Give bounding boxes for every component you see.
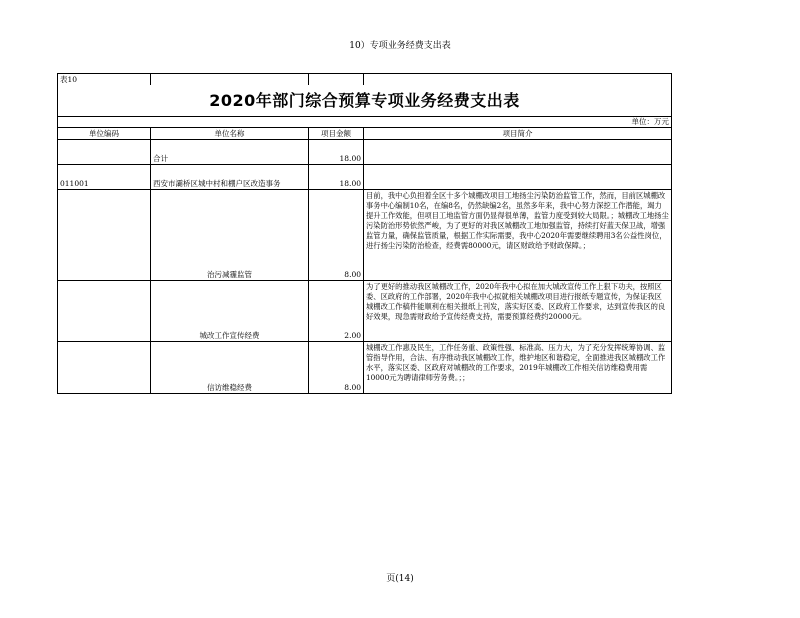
- empty-cell: [364, 178, 672, 190]
- item-amount: 8.00: [309, 342, 364, 394]
- page-footer: 页(14): [386, 574, 414, 584]
- unit-row: [58, 117, 672, 128]
- item-amount: 8.00: [309, 190, 364, 281]
- header-row: [58, 128, 672, 140]
- item-name: 治污减霾监管: [151, 190, 309, 281]
- table-title: 2020年部门综合预算专项业务经费支出表: [58, 85, 672, 117]
- table-row: [58, 281, 672, 342]
- budget-table: [57, 73, 672, 394]
- empty-cell: [364, 153, 672, 165]
- total-amount: 18.00: [309, 153, 364, 165]
- budget-sheet: [57, 73, 671, 394]
- total-row: [58, 153, 672, 165]
- item-description: 城棚改工作惠及民生，工作任务重、政策性强、标准高、压力大，为了充分发挥统筹协调、监管指导作用，合法、有序推动我区城棚改工作，维护地区和谐稳定，全面推进我区城棚改工作水平，落实区委、区政府对城棚改的工作要求，2019年城棚改工作相关信访维稳费用需10000元为聘请律师劳务费。；；: [364, 342, 672, 394]
- empty-cell: [151, 165, 309, 179]
- empty-cell: [364, 74, 672, 86]
- empty-cell: [58, 140, 151, 154]
- empty-cell: [309, 165, 364, 179]
- empty-cell: [364, 140, 672, 154]
- col-header-amount: 项目金额: [309, 128, 364, 140]
- spacer-row: [58, 140, 672, 154]
- empty-cell: [58, 165, 151, 179]
- col-header-name: 单位名称: [151, 128, 309, 140]
- department-row: [58, 178, 672, 190]
- col-header-desc: 项目简介: [364, 128, 672, 140]
- empty-cell: [151, 140, 309, 154]
- department-name: 西安市灞桥区城中村和棚户区改造事务: [151, 178, 309, 190]
- empty-cell: [58, 190, 151, 281]
- item-name: 城改工作宣传经费: [151, 281, 309, 342]
- department-code: 011001: [58, 178, 151, 190]
- table-label-row: [58, 74, 672, 86]
- empty-cell: [58, 342, 151, 394]
- col-header-code: 单位编码: [58, 128, 151, 140]
- item-amount: 2.00: [309, 281, 364, 342]
- empty-cell: [58, 281, 151, 342]
- table-row: [58, 190, 672, 281]
- spacer-row: [58, 165, 672, 179]
- empty-cell: [364, 165, 672, 179]
- page-header: 10）专项业务经费支出表: [349, 41, 451, 51]
- empty-cell: [58, 153, 151, 165]
- empty-cell: [309, 74, 364, 86]
- item-description: 目前，我中心负担着全区十多个城棚改项目工地扬尘污染防治监管工作，然而，目前区城棚改事务中心编制10名，在编8名，仍然缺编2名，虽然多年来，我中心努力深挖工作潜能，竭力提升工作效能，但项目工地监管方面仍显得很单薄，监管力度受到较大局限。；城棚改工地扬尘污染防治形势依然严峻，为了更好的对我区城棚改工地加强监管，持续打好蓝天保卫战，增强监管力量，确保监管质量，根据工作实际需要，我中心2020年需要继续聘用3名公益性岗位，进行扬尘污染防治检查，经费需80000元，请区财政给予财政保障。；: [364, 190, 672, 281]
- table-row: [58, 342, 672, 394]
- empty-cell: [151, 74, 309, 86]
- department-amount: 18.00: [309, 178, 364, 190]
- total-label: 合计: [151, 153, 309, 165]
- title-row: [58, 85, 672, 117]
- item-name: 信访维稳经费: [151, 342, 309, 394]
- table-label: 表10: [58, 74, 151, 86]
- empty-cell: [309, 140, 364, 154]
- unit-label: 单位：万元: [58, 117, 672, 128]
- item-description: 为了更好的推动我区城棚改工作，2020年我中心拟在加大城改宣传工作上狠下功夫，按照区委、区政府的工作部署，2020年我中心拟就相关城棚改项目进行报纸专题宣传，为保证我区城棚改工作稿件能顺利在相关报纸上刊发，落实好区委、区政府工作要求，达到宣传我区的良好效果，现急需财政给予宣传经费支持，需要预算经费约20000元。: [364, 281, 672, 342]
